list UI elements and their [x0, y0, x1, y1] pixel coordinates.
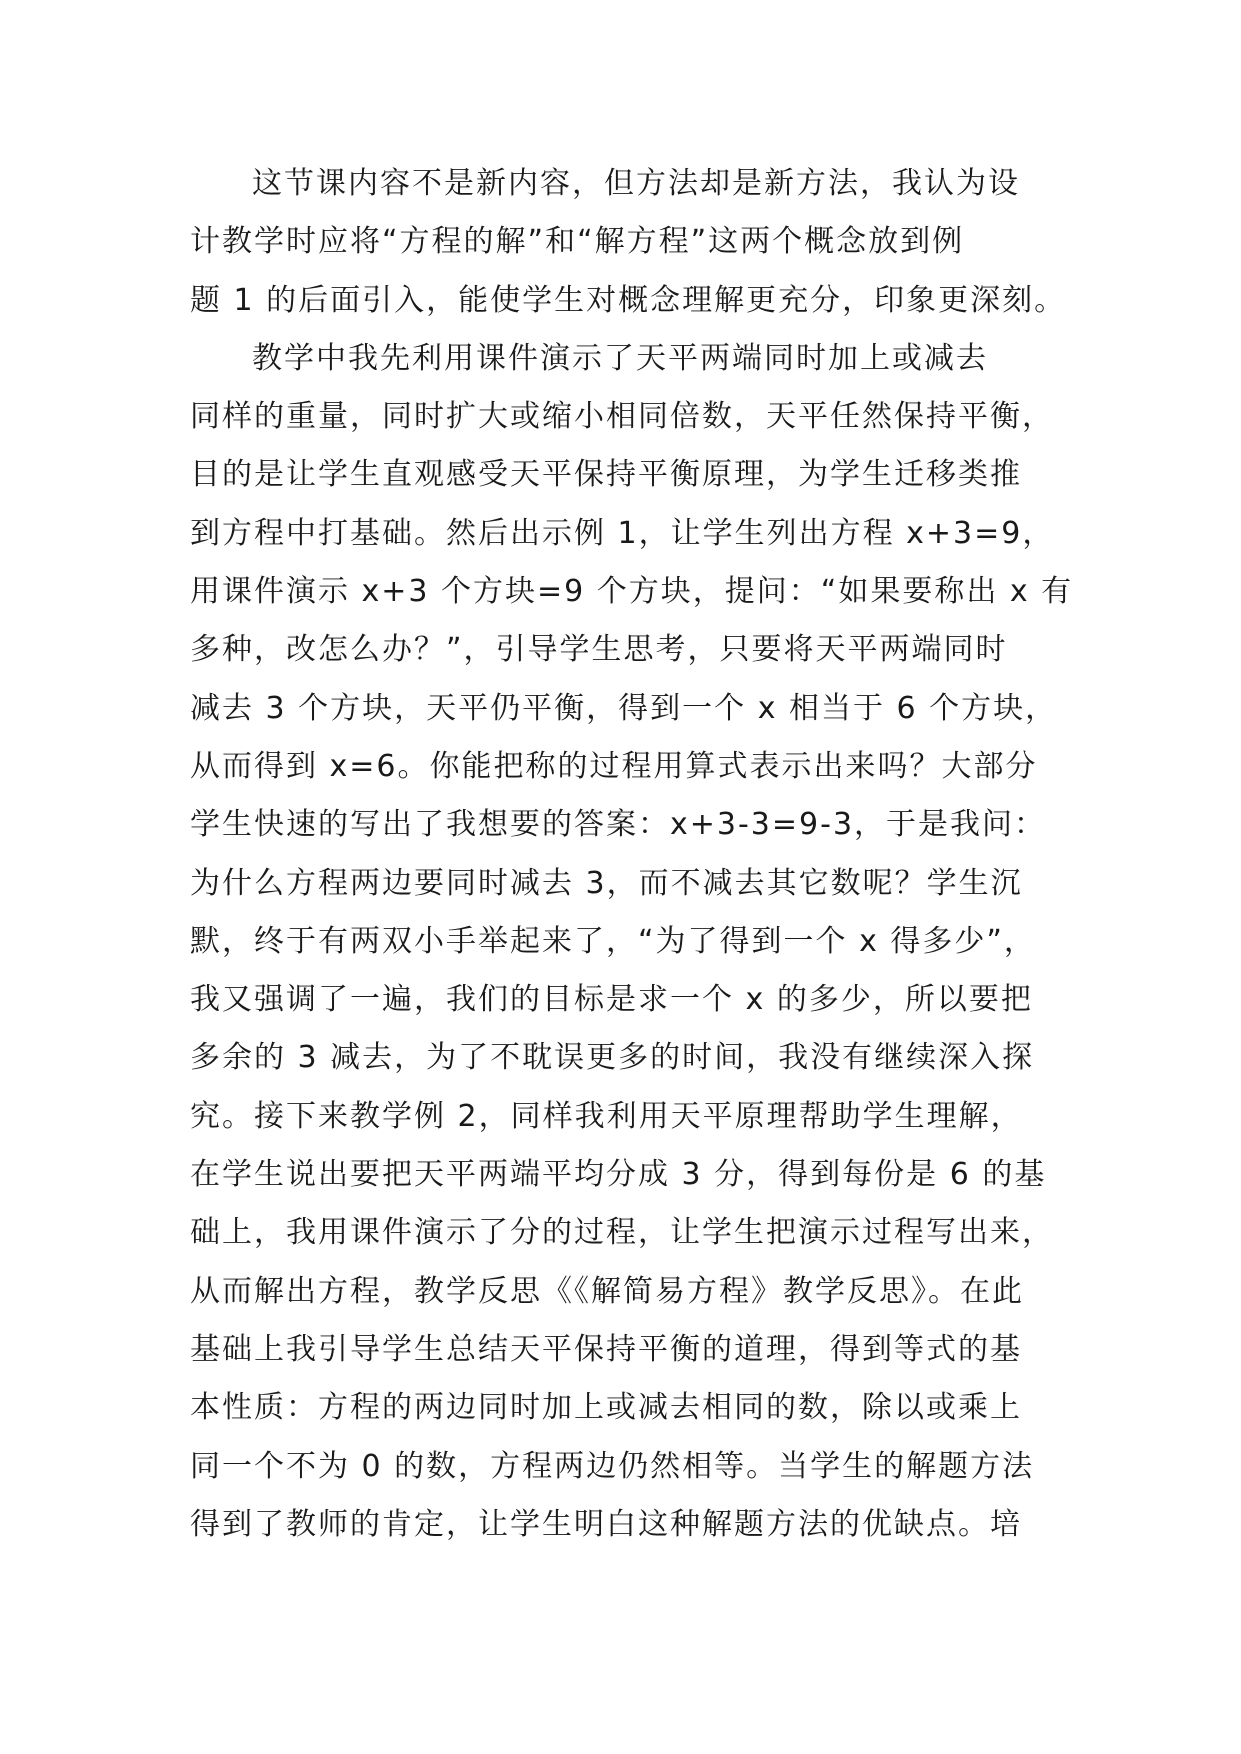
- text-line: 默，终于有两双小手举起来了，“为了得到一个 x 得多少”，: [190, 923, 1036, 959]
- text-line: 目的是让学生直观感受天平保持平衡原理，为学生迁移类推: [190, 457, 1022, 493]
- text-line: 从而解出方程，教学反思《《解简易方程》教学反思》。在此: [190, 1273, 1024, 1309]
- text-line: 同样的重量，同时扩大或缩小相同倍数，天平任然保持平衡，: [190, 399, 1054, 435]
- text-line: 到方程中打基础。然后出示例 1，让学生列出方程 x+3=9，: [190, 515, 1055, 551]
- text-line: 在学生说出要把天平两端平均分成 3 分，得到每份是 6 的基: [190, 1157, 1047, 1193]
- text-line: 计教学时应将“方程的解”和“解方程”这两个概念放到例: [190, 224, 965, 260]
- paragraph: [190, 160, 1070, 325]
- text-line: 从而得到 x=6。你能把称的过程用算式表示出来吗？大部分: [190, 748, 1038, 784]
- text-line: 这节课内容不是新内容，但方法却是新方法，我认为设: [252, 166, 1020, 201]
- text-line: 用课件演示 x+3 个方块=9 个方块，提问：“如果要称出 x 有: [190, 574, 1074, 610]
- text-line: 教学中我先利用课件演示了天平两端同时加上或减去: [252, 340, 988, 376]
- text-line: 同一个不为 0 的数，方程两边仍然相等。当学生的解题方法: [190, 1448, 1035, 1484]
- paragraph: [190, 335, 1074, 1549]
- text-line: 减去 3 个方块，天平仍平衡，得到一个 x 相当于 6 个方块，: [190, 690, 1058, 726]
- text-line: 得到了教师的肯定，让学生明白这种解题方法的优缺点。培: [190, 1506, 1022, 1542]
- text-line: 题 1 的后面引入，能使学生对概念理解更充分，印象更深刻。: [190, 282, 1067, 318]
- text-line: 基础上我引导学生总结天平保持平衡的道理，得到等式的基: [190, 1331, 1022, 1367]
- text-line: 我又强调了一遍，我们的目标是求一个 x 的多少，所以要把: [190, 982, 1033, 1018]
- text-line: 多种，改怎么办？”，引导学生思考，只要将天平两端同时: [190, 632, 1008, 668]
- text-line: 本性质：方程的两边同时加上或减去相同的数，除以或乘上: [190, 1390, 1022, 1426]
- text-line: 究。接下来教学例 2，同样我利用天平原理帮助学生理解，: [190, 1098, 1023, 1134]
- text-line: 础上，我用课件演示了分的过程，让学生把演示过程写出来，: [190, 1215, 1054, 1251]
- body-text: [190, 160, 1074, 1559]
- text-line: 多余的 3 减去，为了不耽误更多的时间，我没有继续深入探: [190, 1040, 1035, 1076]
- text-line: 学生快速的写出了我想要的答案：x+3-3=9-3，于是我问：: [190, 807, 1047, 843]
- text-line: 为什么方程两边要同时减去 3，而不减去其它数呢？学生沉: [190, 865, 1023, 901]
